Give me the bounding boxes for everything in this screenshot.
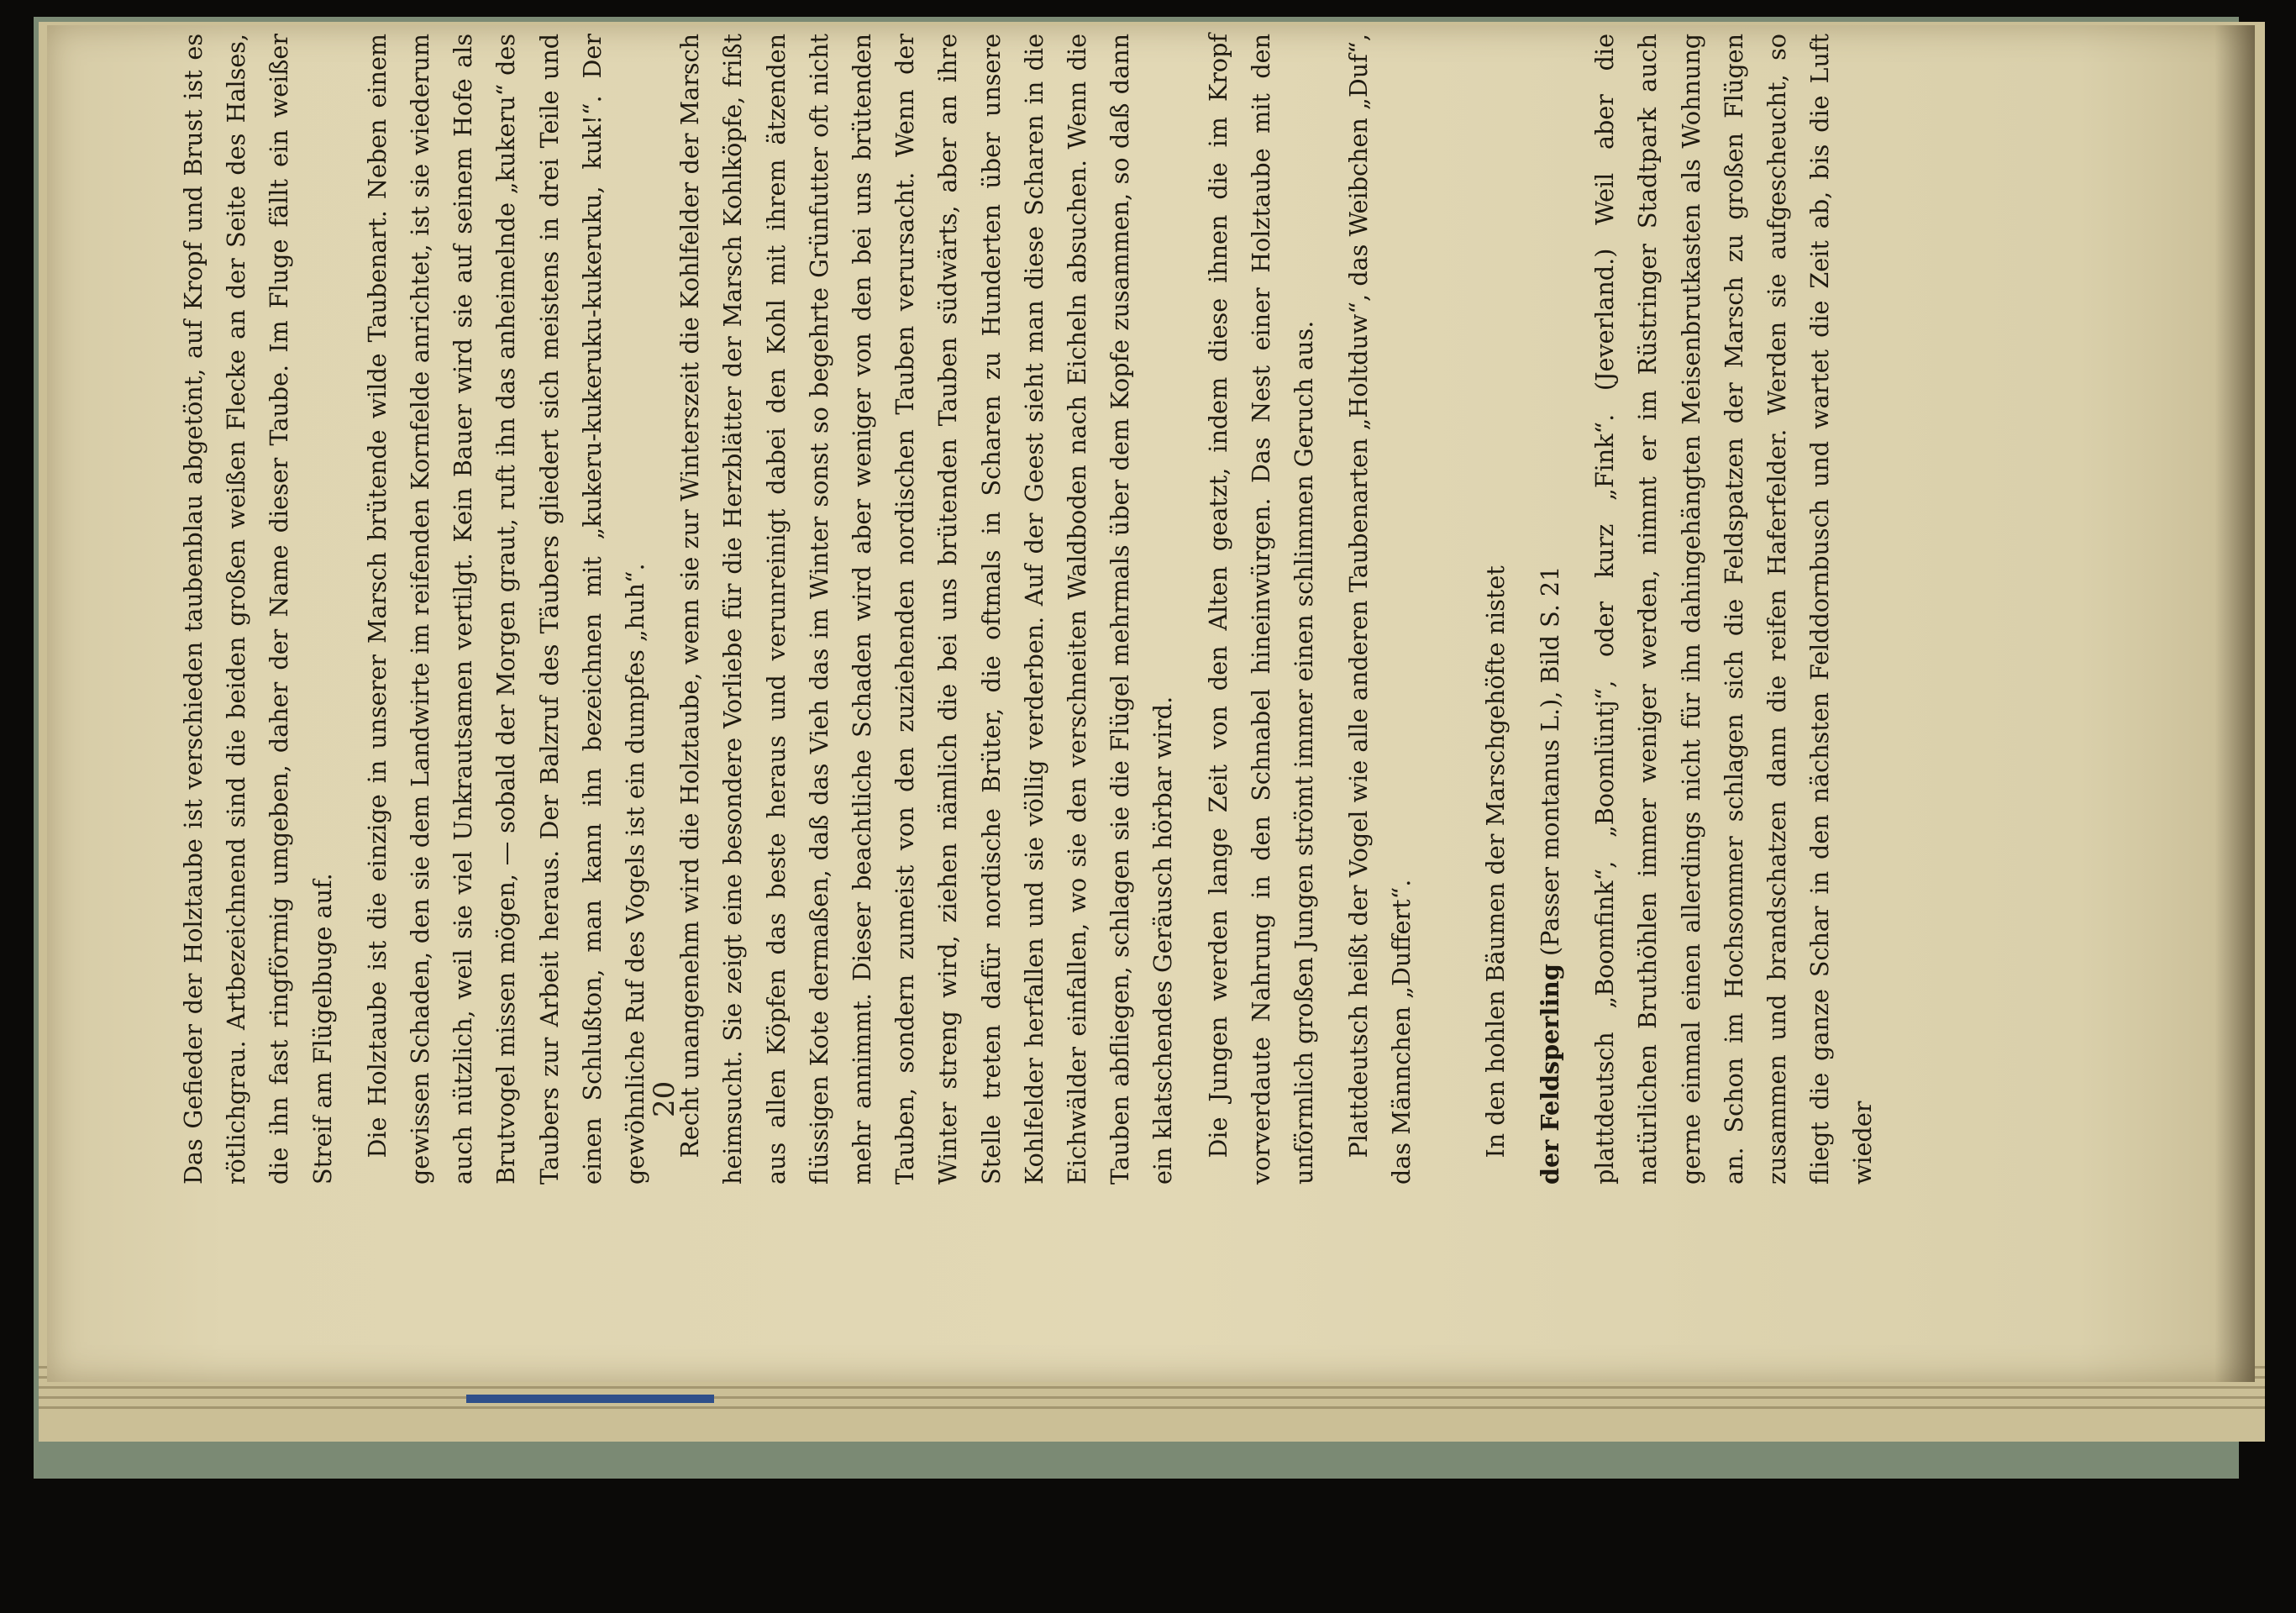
gutter-shadow [2215,25,2255,1382]
paragraph-sparrow-intro: In den hohlen Bäumen der Marschgehöfte nistet [1480,565,1510,1159]
sparrow-figure-ref: Bild S. 21 [1535,565,1564,684]
ribbon-bookmark [466,1395,714,1403]
paragraph-sparrow-text: plattdeutsch „Boomfink“, „Boomlüntj“, oder kurz „Fink“. (Jeverland.) Weil aber die natürlichen Bruthöhlen immer weniger werden, nimmt er im Rüstringer Stadtpark auch gerne einmal einen allerdings nicht für ihn dahingehängten Meisenbrutkasten als Wohnung an. Schon im Hochsommer schlagen sich die Feldspatzen der Marsch zu großen Flügen zusammen und brandschatzen dann die reifen Haferfelder. Werden sie aufgescheucht, so fliegt die ganze Schar in den nächsten Felddornbusch und wartet die Zeit ab, bis die Luft wieder [1590,34,1878,1185]
paragraph-young: Die Jungen werden lange Zeit von den Alten geatzt, indem diese ihnen die im Kropf vorverdaute Nahrung in den Schnabel hineinwürgen. Das Nest einer Holztaube mit den unförmlich großen Jungen strömt immer einen schlimmen Geruch aus. [1203,34,1319,1185]
paragraph-plumage: Das Gefieder der Holztaube ist verschieden taubenblau abgetönt, auf Kropf und Brust ist es rötlichgrau. Artbezeichnend sind die beiden großen weißen Flecke an der Seite des Halses, die ihn fast ringförmig umgeben, daher der Name dieser Taube. Im Fluge fällt ein weißer Streif am Flügelbuge auf. [179,34,337,1185]
sparrow-latin: (Passer montanus L.), [1535,691,1564,957]
page-number: 20 [648,1080,681,1117]
sparrow-title: der Feldsperling [1535,964,1564,1185]
page-text [172,34,1897,1185]
paragraph-winter: Recht unangenehm wird die Holztaube, wenn sie zur Winterszeit die Kohlfelder der Marsch heimsucht. Sie zeigt eine besondere Vorliebe für die Herzblätter der Marsch Kohlköpfe, frißt aus allen Köpfen das beste heraus und verunreinigt dabei den Kohl mit ihrem ätzenden flüssigen Kote dermaßen, daß das Vieh das im Winter sonst so begehrte Grünfutter oft nicht mehr annimmt. Dieser beachtliche Schaden wird aber weniger von den bei uns brütenden Tauben, sondern zumeist von den zuziehenden nordischen Tauben verursacht. Wenn der Winter streng wird, ziehen nämlich die bei uns brütenden Tauben südwärts, aber an ihre Stelle treten dafür nordische Brüter, die oftmals in Scharen zu Hunderten über unsere Kohlfelder herfallen und sie völlig verderben. Auf der Geest sieht man diese Scharen in die Eichwälder einfallen, wo sie den verschneiten Waldboden nach Eicheln absuchen. Wenn die Tauben abfliegen, schlagen sie die Flügel mehrmals über dem Kopfe zusammen, so daß dann ein klatschendes Geräusch hörbar wird. [675,34,1178,1185]
paragraph-breeding: Die Holztaube ist die einzige in unserer Marsch brütende wilde Taubenart. Neben einem gewissen Schaden, den sie dem Landwirte im reifenden Kornfelde anrichtet, ist sie wiederum auch nützlich, weil sie viel Unkrautsamen vertilgt. Kein Bauer wird sie auf seinem Hofe als Brutvogel missen mögen, — sobald der Morgen graut, ruft ihn das anheimelnde „kukeru“ des Taubers zur Arbeit heraus. Der Balzruf des Täubers gliedert sich meistens in drei Teile und einen Schlußton, man kann ihn bezeichnen mit „kukeru-kukeruku-kukeruku, kuk!“. Der gewöhnliche Ruf des Vogels ist ein dumpfes „huh“. [362,34,650,1185]
paragraph-sparrow-heading [1529,34,1572,1185]
paragraph-dialect: Plattdeutsch heißt der Vogel wie alle anderen Taubenarten „Holtduw“, das Weibchen „Duf“, das Männchen „Duffert“. [1344,34,1416,1185]
